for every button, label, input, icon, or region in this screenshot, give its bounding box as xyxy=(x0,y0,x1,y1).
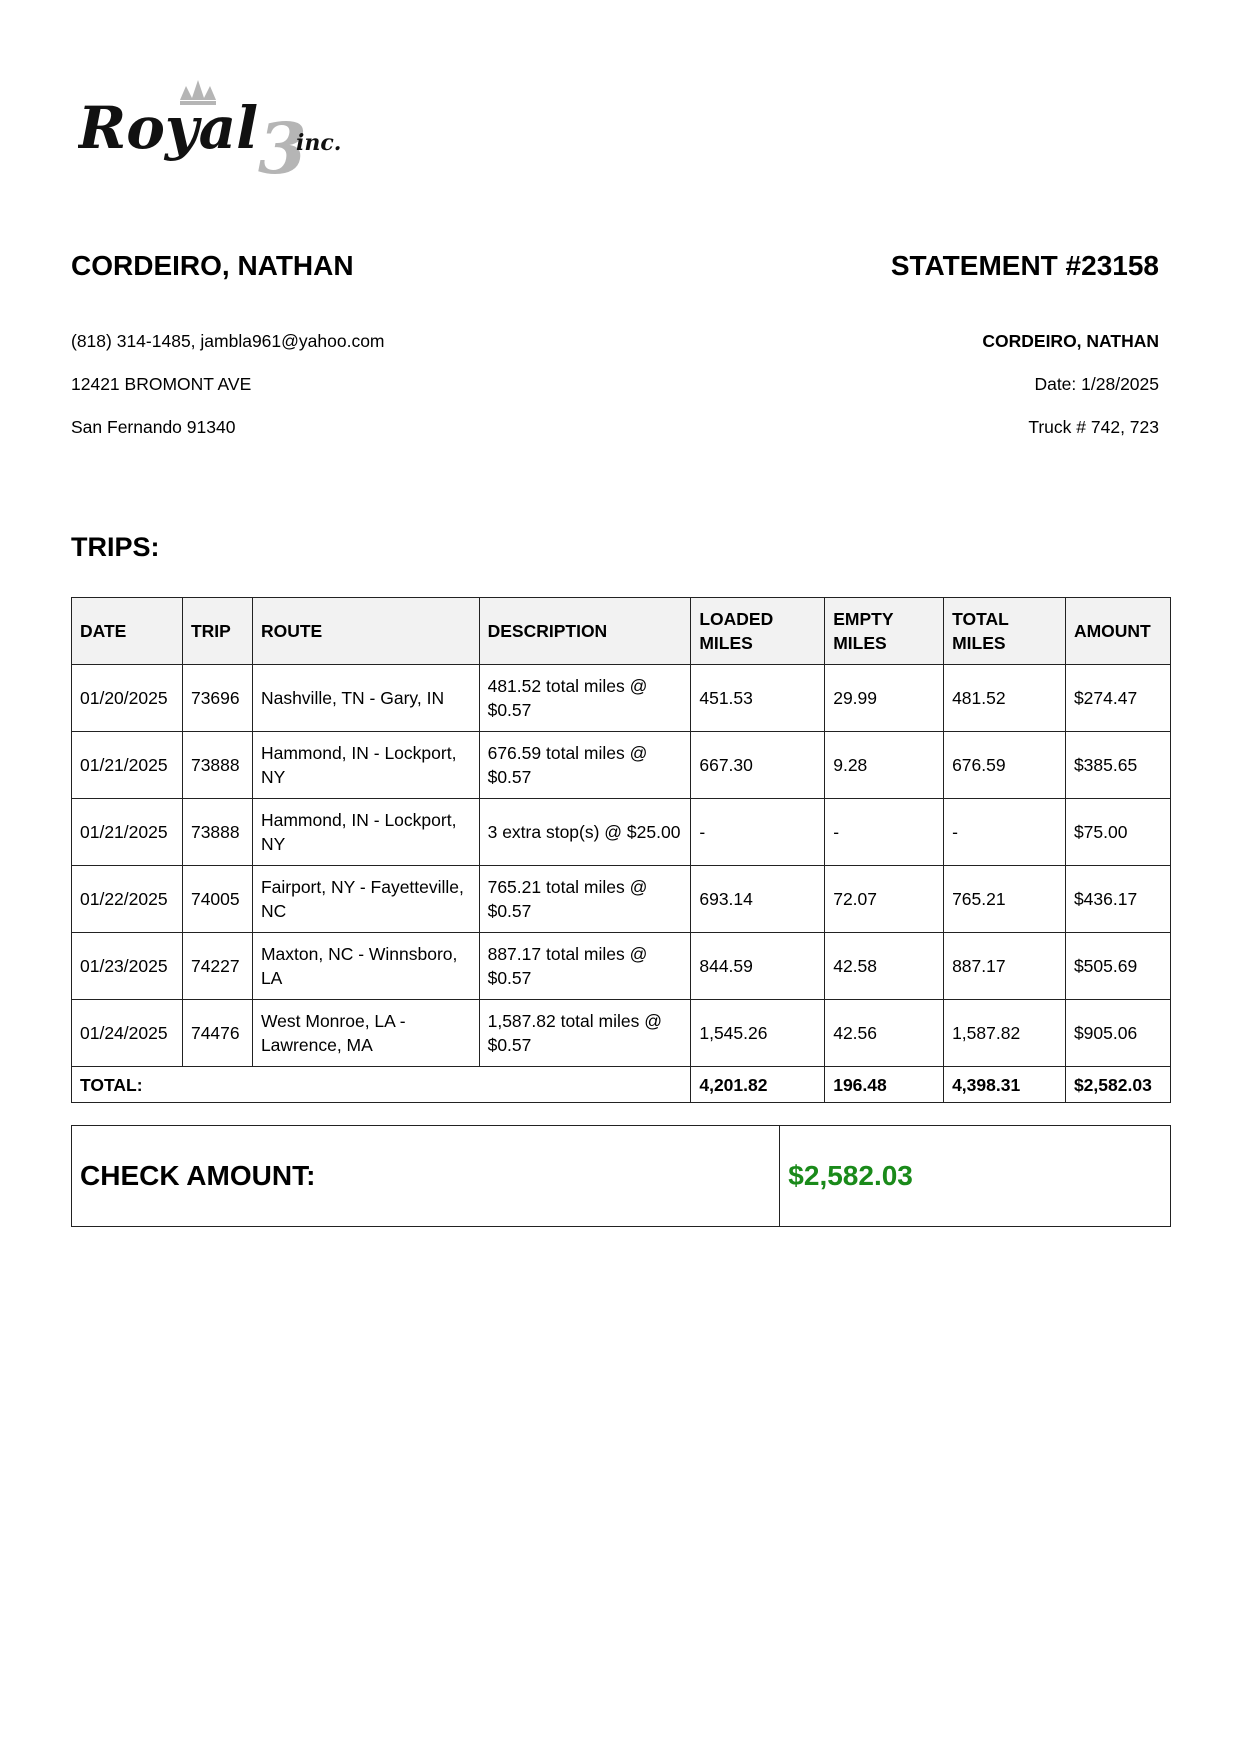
logo-suffix: inc. xyxy=(296,130,342,156)
statement-title: STATEMENT #23158 xyxy=(890,250,1159,281)
header-loaded-miles: LOADED MILES xyxy=(691,598,825,665)
statement-date: Date: 1/28/2025 xyxy=(1034,374,1159,394)
cell-amount: $274.47 xyxy=(1065,665,1170,732)
table-row xyxy=(72,866,1171,933)
total-row xyxy=(72,1067,1171,1103)
check-amount-label: CHECK AMOUNT: xyxy=(72,1126,780,1227)
cell-total-miles: 1,587.82 xyxy=(944,1000,1066,1067)
cell-date: 01/24/2025 xyxy=(72,1000,183,1067)
total-empty-miles: 196.48 xyxy=(825,1067,944,1103)
cell-route: Nashville, TN - Gary, IN xyxy=(252,665,479,732)
cell-trip: 74227 xyxy=(182,933,252,1000)
check-amount-table xyxy=(71,1125,1171,1227)
cell-amount: $905.06 xyxy=(1065,1000,1170,1067)
check-amount-row xyxy=(72,1126,1171,1227)
total-total-miles: 4,398.31 xyxy=(944,1067,1066,1103)
cell-description: 887.17 total miles @ $0.57 xyxy=(479,933,691,1000)
cell-route: Fairport, NY - Fayetteville, NC xyxy=(252,866,479,933)
logo-digit: 3 xyxy=(258,107,307,188)
driver-info xyxy=(71,248,385,437)
table-row xyxy=(72,665,1171,732)
cell-trip: 73888 xyxy=(182,799,252,866)
statement-truck: Truck # 742, 723 xyxy=(1028,417,1159,437)
trips-table xyxy=(71,597,1171,1103)
cell-empty-miles: 42.56 xyxy=(825,1000,944,1067)
cell-trip: 74476 xyxy=(182,1000,252,1067)
cell-empty-miles: 72.07 xyxy=(825,866,944,933)
cell-date: 01/21/2025 xyxy=(72,799,183,866)
cell-date: 01/23/2025 xyxy=(72,933,183,1000)
cell-date: 01/21/2025 xyxy=(72,732,183,799)
cell-loaded-miles: 1,545.26 xyxy=(691,1000,825,1067)
cell-description: 765.21 total miles @ $0.57 xyxy=(479,866,691,933)
table-row xyxy=(72,732,1171,799)
header-trip: TRIP xyxy=(182,598,252,665)
cell-total-miles: 481.52 xyxy=(944,665,1066,732)
table-row xyxy=(72,1000,1171,1067)
trips-heading: TRIPS: xyxy=(71,532,160,562)
cell-loaded-miles: - xyxy=(691,799,825,866)
cell-amount: $505.69 xyxy=(1065,933,1170,1000)
cell-loaded-miles: 844.59 xyxy=(691,933,825,1000)
cell-description: 1,587.82 total miles @ $0.57 xyxy=(479,1000,691,1067)
driver-name: CORDEIRO, NATHAN xyxy=(71,250,354,281)
table-row xyxy=(72,799,1171,866)
cell-route: Hammond, IN - Lockport, NY xyxy=(252,799,479,866)
total-amount: $2,582.03 xyxy=(1065,1067,1170,1103)
header-date: DATE xyxy=(72,598,183,665)
cell-total-miles: 676.59 xyxy=(944,732,1066,799)
cell-loaded-miles: 693.14 xyxy=(691,866,825,933)
cell-total-miles: - xyxy=(944,799,1066,866)
cell-amount: $385.65 xyxy=(1065,732,1170,799)
cell-amount: $436.17 xyxy=(1065,866,1170,933)
header-total-miles: TOTAL MILES xyxy=(944,598,1066,665)
header-route: ROUTE xyxy=(252,598,479,665)
cell-description: 676.59 total miles @ $0.57 xyxy=(479,732,691,799)
cell-trip: 74005 xyxy=(182,866,252,933)
total-label: TOTAL: xyxy=(72,1067,691,1103)
statement-name: CORDEIRO, NATHAN xyxy=(982,331,1159,351)
cell-empty-miles: 29.99 xyxy=(825,665,944,732)
driver-address-line2: San Fernando 91340 xyxy=(71,417,236,437)
logo-wordmark: Royal xyxy=(78,94,259,162)
cell-trip: 73696 xyxy=(182,665,252,732)
cell-empty-miles: - xyxy=(825,799,944,866)
cell-description: 481.52 total miles @ $0.57 xyxy=(479,665,691,732)
check-amount-value: $2,582.03 xyxy=(780,1126,1171,1227)
table-row xyxy=(72,933,1171,1000)
header-amount: AMOUNT xyxy=(1065,598,1170,665)
cell-route: Maxton, NC - Winnsboro, LA xyxy=(252,933,479,1000)
cell-date: 01/22/2025 xyxy=(72,866,183,933)
driver-address-line1: 12421 BROMONT AVE xyxy=(71,374,252,394)
header-description: DESCRIPTION xyxy=(479,598,691,665)
driver-contact: (818) 314-1485, jambla961@yahoo.com xyxy=(71,331,385,351)
total-loaded-miles: 4,201.82 xyxy=(691,1067,825,1103)
cell-route: Hammond, IN - Lockport, NY xyxy=(252,732,479,799)
cell-description: 3 extra stop(s) @ $25.00 xyxy=(479,799,691,866)
table-header-row xyxy=(72,598,1171,665)
statement-info xyxy=(891,248,1159,437)
cell-loaded-miles: 667.30 xyxy=(691,732,825,799)
cell-trip: 73888 xyxy=(182,732,252,799)
cell-date: 01/20/2025 xyxy=(72,665,183,732)
cell-empty-miles: 42.58 xyxy=(825,933,944,1000)
cell-route: West Monroe, LA - Lawrence, MA xyxy=(252,1000,479,1067)
cell-total-miles: 887.17 xyxy=(944,933,1066,1000)
company-logo xyxy=(78,78,388,188)
cell-amount: $75.00 xyxy=(1065,799,1170,866)
cell-total-miles: 765.21 xyxy=(944,866,1066,933)
header-empty-miles: EMPTY MILES xyxy=(825,598,944,665)
cell-loaded-miles: 451.53 xyxy=(691,665,825,732)
cell-empty-miles: 9.28 xyxy=(825,732,944,799)
